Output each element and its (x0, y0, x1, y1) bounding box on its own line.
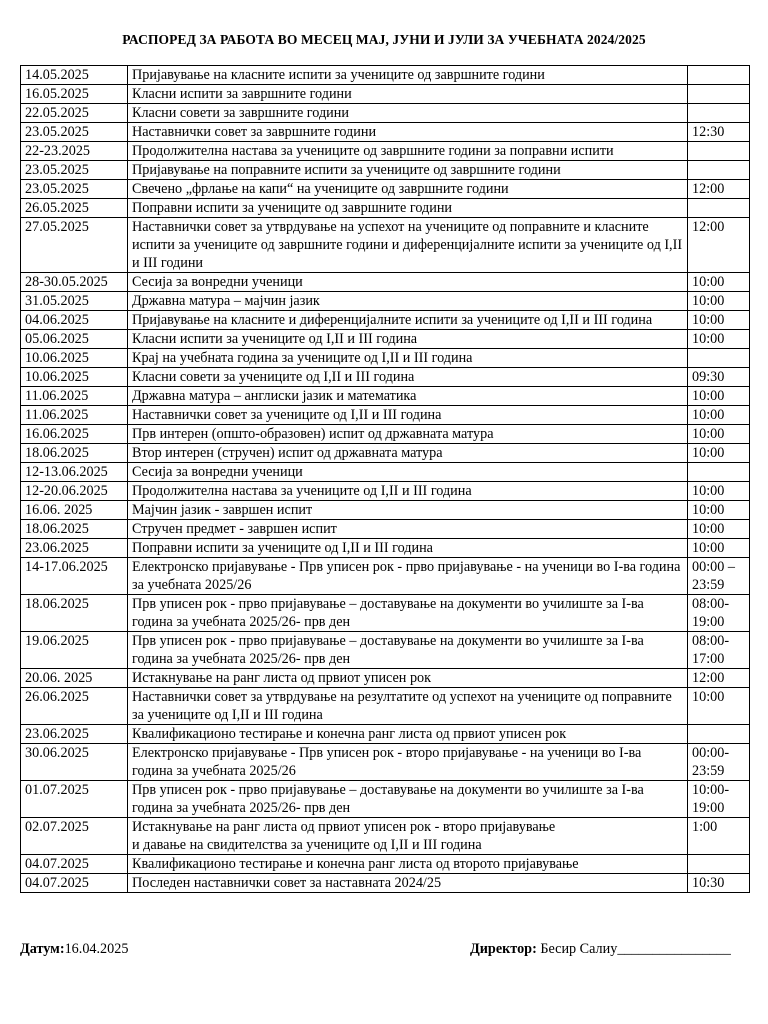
table-row (21, 744, 750, 781)
row-description: Истакнување на ранг листа од првиот уписен рок - второ пријавување и давање на свидителства за учениците од I,II и III година (128, 818, 688, 855)
row-description: Пријавување на класните испити за учениците од завршните години (128, 66, 688, 85)
table-row (21, 292, 750, 311)
table-row (21, 482, 750, 501)
table-row (21, 669, 750, 688)
row-time: 10:00 (688, 501, 750, 520)
row-description: Истакнување на ранг листа од првиот уписен рок (128, 669, 688, 688)
row-time: 00:00 – 23:59 (688, 558, 750, 595)
table-row (21, 855, 750, 874)
row-time (688, 463, 750, 482)
row-description: Наставнички совет за завршните години (128, 123, 688, 142)
row-date: 04.07.2025 (21, 855, 128, 874)
row-date: 23.06.2025 (21, 539, 128, 558)
table-row (21, 463, 750, 482)
row-time (688, 199, 750, 218)
row-time: 00:00-23:59 (688, 744, 750, 781)
row-time: 09:30 (688, 368, 750, 387)
schedule-table (20, 65, 750, 893)
row-date: 31.05.2025 (21, 292, 128, 311)
row-date: 19.06.2025 (21, 632, 128, 669)
table-row (21, 368, 750, 387)
row-description: Наставнички совет за утврдување на резултатите од успехот на учениците од поправните за учениците од I,II и III година (128, 688, 688, 725)
row-description: Пријавување на класните и диференцијалните испити за учениците од I,II и III година (128, 311, 688, 330)
table-row (21, 818, 750, 855)
footer-director-label: Директор: (470, 941, 537, 957)
row-time (688, 104, 750, 123)
row-time (688, 349, 750, 368)
row-date: 10.06.2025 (21, 349, 128, 368)
row-date: 11.06.2025 (21, 387, 128, 406)
row-description: Продолжителна настава за учениците од завршните години за поправни испити (128, 142, 688, 161)
row-description: Класни совети за учениците од I,II и III година (128, 368, 688, 387)
row-time (688, 85, 750, 104)
table-row (21, 425, 750, 444)
row-description: Стручен предмет - завршен испит (128, 520, 688, 539)
row-description: Свечено „фрлање на капи“ на учениците од завршните години (128, 180, 688, 199)
footer-date (20, 941, 128, 958)
row-description: Класни испити за учениците од I,II и III година (128, 330, 688, 349)
row-time: 10:00 (688, 292, 750, 311)
row-date: 26.06.2025 (21, 688, 128, 725)
row-description: Прв интерен (општо-образовен) испит од државната матура (128, 425, 688, 444)
table-row (21, 725, 750, 744)
row-time: 12:30 (688, 123, 750, 142)
row-time (688, 161, 750, 180)
row-date: 22.05.2025 (21, 104, 128, 123)
row-time (688, 66, 750, 85)
row-time (688, 142, 750, 161)
row-date: 18.06.2025 (21, 520, 128, 539)
row-date: 30.06.2025 (21, 744, 128, 781)
row-date: 14.05.2025 (21, 66, 128, 85)
row-time (688, 855, 750, 874)
table-row (21, 311, 750, 330)
row-date: 22-23.2025 (21, 142, 128, 161)
row-description: Квалификационо тестирање и конечна ранг листа од второто пријавување (128, 855, 688, 874)
document-title: РАСПОРЕД ЗА РАБОТА ВО МЕСЕЦ МАЈ, ЈУНИ И ЈУЛИ ЗА УЧЕБНАТА 2024/2025 (122, 32, 646, 47)
footer-date-label: Датум: (20, 941, 65, 957)
row-time: 08:00-19:00 (688, 595, 750, 632)
table-row (21, 123, 750, 142)
row-date: 04.06.2025 (21, 311, 128, 330)
table-row (21, 330, 750, 349)
row-description: Прв уписен рок - прво пријавување – доставување на документи во училиште за I-ва година за учебната 2025/26- прв ден (128, 595, 688, 632)
row-description: Продолжителна настава за учениците од I,II и III година (128, 482, 688, 501)
row-time: 10:00 (688, 406, 750, 425)
row-description: Квалификационо тестирање и конечна ранг листа од првиот уписен рок (128, 725, 688, 744)
row-date: 12-13.06.2025 (21, 463, 128, 482)
row-description: Електронско пријавување - Прв уписен рок - второ пријавување - на ученици во I-ва година за учебната 2025/26 (128, 744, 688, 781)
row-time: 10:00 (688, 425, 750, 444)
row-time: 10:30 (688, 874, 750, 893)
row-date: 16.06.2025 (21, 425, 128, 444)
row-description: Поправни испити за учениците од завршните години (128, 199, 688, 218)
row-date: 01.07.2025 (21, 781, 128, 818)
row-time: 10:00 (688, 482, 750, 501)
row-date: 28-30.05.2025 (21, 273, 128, 292)
row-description: Електронско пријавување - Прв уписен рок - прво пријавување - на ученици во I-ва година за учебната 2025/26 (128, 558, 688, 595)
table-row (21, 595, 750, 632)
row-description: Класни совети за завршните години (128, 104, 688, 123)
table-row (21, 781, 750, 818)
row-date: 20.06. 2025 (21, 669, 128, 688)
table-row (21, 406, 750, 425)
table-row (21, 539, 750, 558)
table-row (21, 273, 750, 292)
table-row (21, 66, 750, 85)
table-row (21, 558, 750, 595)
table-row (21, 349, 750, 368)
table-row (21, 104, 750, 123)
row-description: Наставнички совет за утврдување на успехот на учениците од поправните и класните испити за учениците од завршните години и диференцијалните испити за учениците од I,II и III години (128, 218, 688, 273)
table-row (21, 218, 750, 273)
row-time: 10:00-19:00 (688, 781, 750, 818)
row-date: 04.07.2025 (21, 874, 128, 893)
row-date: 14-17.06.2025 (21, 558, 128, 595)
row-date: 23.06.2025 (21, 725, 128, 744)
row-date: 27.05.2025 (21, 218, 128, 273)
row-date: 11.06.2025 (21, 406, 128, 425)
row-time: 12:00 (688, 669, 750, 688)
row-date: 23.05.2025 (21, 161, 128, 180)
row-date: 23.05.2025 (21, 180, 128, 199)
row-description: Прв уписен рок - прво пријавување – доставување на документи во училиште за I-ва година за учебната 2025/26- прв ден (128, 781, 688, 818)
row-description: Класни испити за завршните години (128, 85, 688, 104)
row-time (688, 725, 750, 744)
row-time: 10:00 (688, 520, 750, 539)
row-time: 1:00 (688, 818, 750, 855)
row-description: Последен наставнички совет за наставната 2024/25 (128, 874, 688, 893)
footer-director-value: Бесир Салиу________________ (536, 941, 731, 957)
row-date: 18.06.2025 (21, 595, 128, 632)
row-time: 10:00 (688, 273, 750, 292)
footer-date-value: 16.04.2025 (64, 941, 129, 957)
table-row (21, 501, 750, 520)
row-date: 16.06. 2025 (21, 501, 128, 520)
row-description: Државна матура – мајчин јазик (128, 292, 688, 311)
table-row (21, 444, 750, 463)
table-row (21, 688, 750, 725)
row-time: 10:00 (688, 539, 750, 558)
row-time: 10:00 (688, 387, 750, 406)
row-description: Втор интерен (стручен) испит од државната матура (128, 444, 688, 463)
row-time: 10:00 (688, 311, 750, 330)
row-description: Прв уписен рок - прво пријавување – доставување на документи во училиште за I-ва година за учебната 2025/26- прв ден (128, 632, 688, 669)
row-description: Државна матура – англиски јазик и математика (128, 387, 688, 406)
row-date: 16.05.2025 (21, 85, 128, 104)
row-date: 26.05.2025 (21, 199, 128, 218)
row-time: 12:00 (688, 218, 750, 273)
table-row (21, 874, 750, 893)
row-description: Пријавување на поправните испити за учениците од завршните години (128, 161, 688, 180)
table-row (21, 142, 750, 161)
row-description: Крај на учебната година за учениците од I,II и III година (128, 349, 688, 368)
row-time: 08:00-17:00 (688, 632, 750, 669)
row-date: 10.06.2025 (21, 368, 128, 387)
row-date: 05.06.2025 (21, 330, 128, 349)
table-row (21, 632, 750, 669)
row-time: 10:00 (688, 444, 750, 463)
row-description: Сесија за вонредни ученици (128, 463, 688, 482)
table-row (21, 199, 750, 218)
table-row (21, 180, 750, 199)
row-date: 12-20.06.2025 (21, 482, 128, 501)
footer-director (470, 941, 731, 958)
table-row (21, 85, 750, 104)
table-row (21, 161, 750, 180)
row-description: Мајчин јазик - завршен испит (128, 501, 688, 520)
row-date: 02.07.2025 (21, 818, 128, 855)
row-description: Сесија за вонредни ученици (128, 273, 688, 292)
row-time: 10:00 (688, 330, 750, 349)
row-date: 23.05.2025 (21, 123, 128, 142)
table-row (21, 387, 750, 406)
row-time: 12:00 (688, 180, 750, 199)
row-description: Наставнички совет за учениците од I,II и III година (128, 406, 688, 425)
table-row (21, 520, 750, 539)
row-time: 10:00 (688, 688, 750, 725)
row-description: Поправни испити за учениците од I,II и III година (128, 539, 688, 558)
schedule-table-body (21, 66, 750, 893)
row-date: 18.06.2025 (21, 444, 128, 463)
